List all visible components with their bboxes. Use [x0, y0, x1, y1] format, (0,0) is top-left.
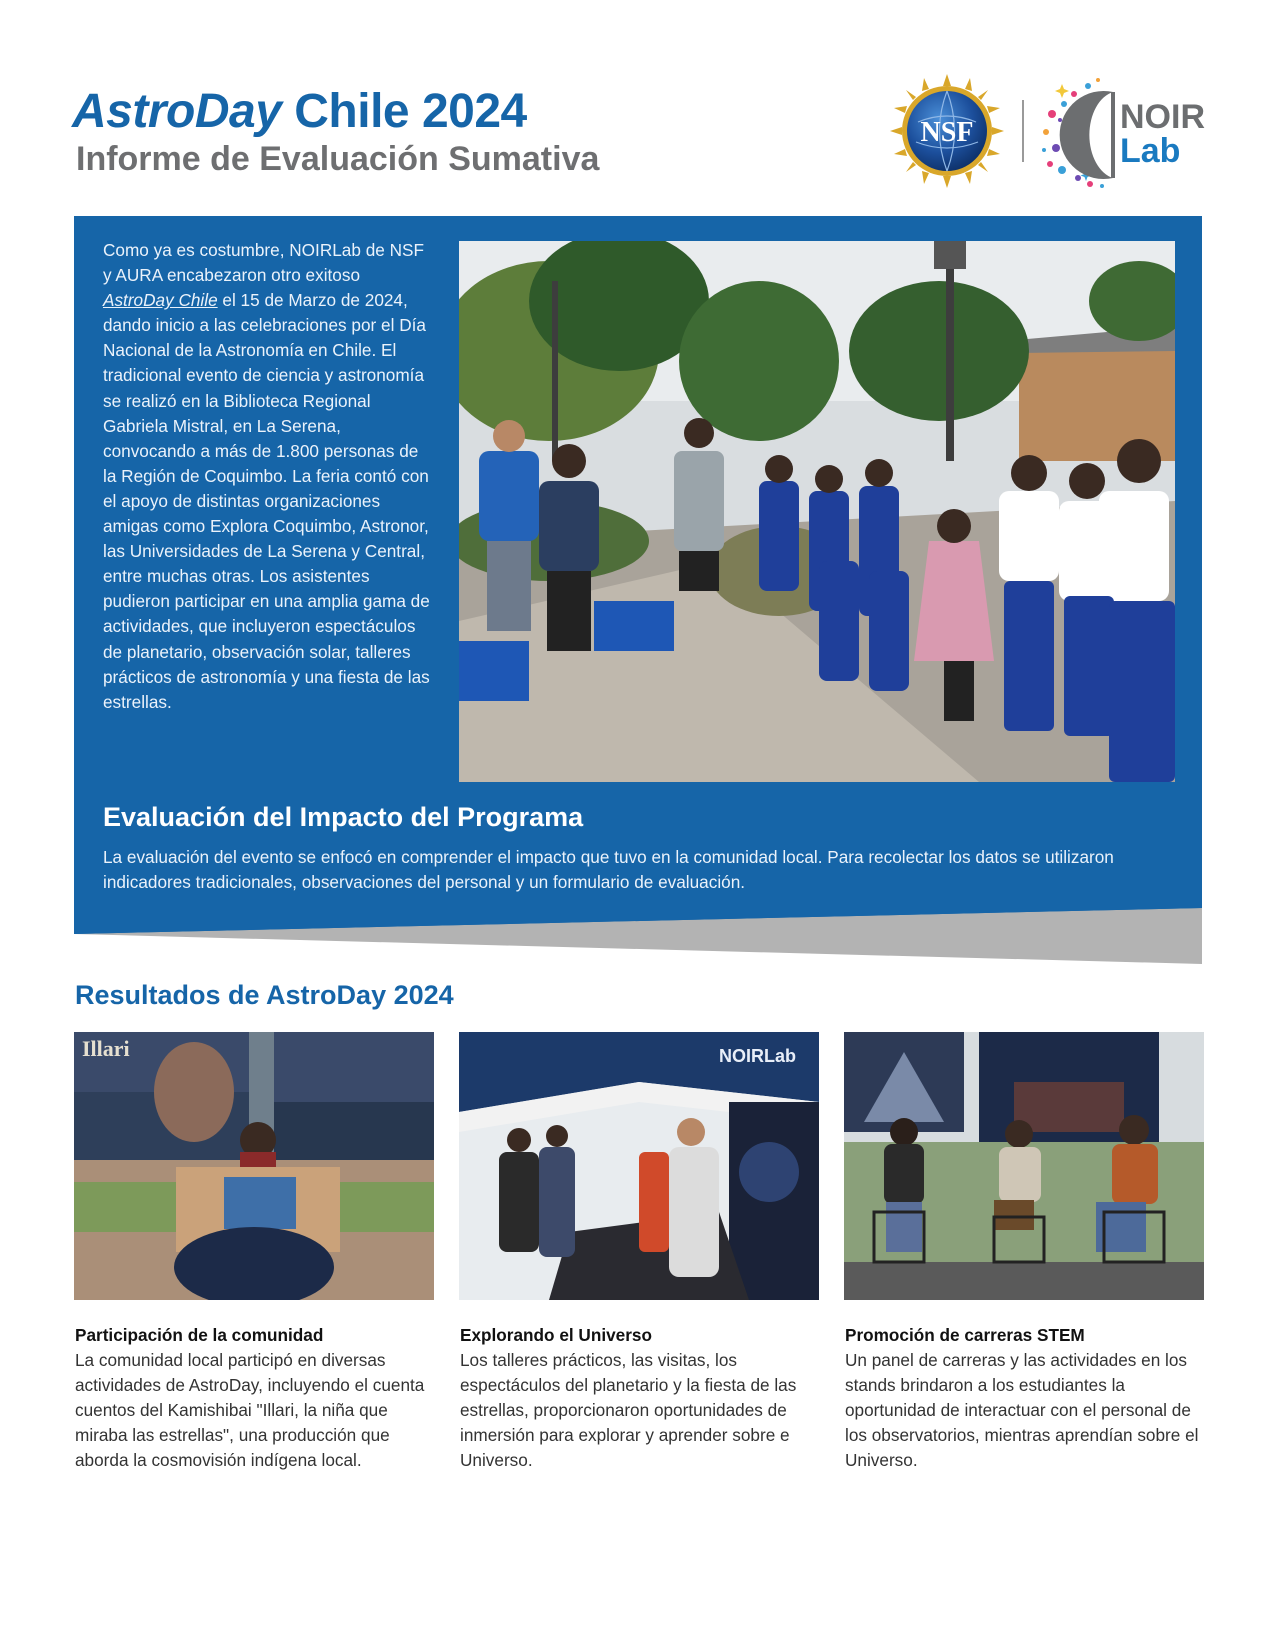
svg-text:NOIRLab: NOIRLab [719, 1046, 797, 1066]
nsf-logo [888, 72, 1006, 190]
title-astroday: AstroDay [72, 85, 282, 138]
impact-heading: Evaluación del Impacto del Programa [103, 802, 584, 832]
title-chile-2024: Chile 2024 [294, 85, 527, 138]
page-title [72, 84, 527, 139]
result-title: Participación de la comunidad [75, 1325, 324, 1345]
astroday-chile-link[interactable]: AstroDay Chile [103, 290, 218, 311]
result-column-community [75, 1323, 435, 1473]
results-heading: Resultados de AstroDay 2024 [75, 980, 454, 1010]
noirlab-logo [1038, 74, 1208, 192]
svg-text:Lab: Lab [1120, 132, 1181, 170]
svg-text:Illari: Illari [82, 1036, 130, 1061]
stem-panel-photo [844, 1032, 1204, 1300]
panel-bottom-wedge [74, 908, 1202, 964]
result-title: Promoción de carreras STEM [845, 1325, 1085, 1345]
result-body: La comunidad local participó en diversas actividades de AstroDay, incluyendo el cuenta cuentos del Kamishibai "Illari, la niña que miraba las estrellas", una producción que aborda la cosmovisión indígena local. [75, 1350, 425, 1471]
intro-text-start: Como ya es costumbre, NOIRLab de NSF y AURA encabezaron otro exitoso [103, 240, 424, 286]
exploring-photo [459, 1032, 819, 1300]
community-photo [74, 1032, 434, 1300]
intro-paragraph [103, 238, 433, 715]
impact-paragraph: La evaluación del evento se enfocó en comprender el impacto que tuvo en la comunidad local. Para recolectar los datos se utilizaron indicadores tradicionales, observaciones del personal y un formulario de evaluación. [103, 847, 1114, 892]
result-column-exploring [460, 1323, 820, 1473]
svg-text:NSF: NSF [920, 117, 974, 148]
result-body: Un panel de carreras y las actividades en los stands brindaron a los estudiantes la oportunidad de interactuar con el personal de los observatorios, mientras aprendían sobre el Universo. [845, 1350, 1199, 1471]
result-column-stem [845, 1323, 1205, 1473]
result-body: Los talleres prácticos, las visitas, los espectáculos del planetario y la fiesta de las estrellas, proporcionaron oportunidades de inmersión para explorar y aprender sobre e Universo. [460, 1350, 797, 1471]
noirlab-starfield-icon [1038, 74, 1208, 192]
nsf-globe-seal-icon [888, 72, 1006, 190]
hero-photo [459, 241, 1175, 782]
logo-divider [1022, 100, 1024, 162]
intro-text-end: el 15 de Marzo de 2024, dando inicio a las celebraciones por el Día Nacional de la Astronomía en Chile. El tradicional evento de ciencia y astronomía se realizó en la Biblioteca Regional Gabriela Mistral, en La Serena, convocando a más de 1.800 personas de la Región de Coquimbo. La feria contó con el apoyo de distintas organizaciones amigas como Explora Coquimbo, Astronor, las Universidades de La Serena y Central, entre muchas otras. Los asistentes pudieron participar en una amplia gama de actividades, que incluyeron espectáculos de planetario, observación solar, talleres prácticos de astronomía y una fiesta de las estrellas. [103, 290, 430, 712]
page-subtitle: Informe de Evaluación Sumativa [76, 140, 600, 178]
svg-text:NOIR: NOIR [1120, 98, 1205, 136]
result-title: Explorando el Universo [460, 1325, 652, 1345]
